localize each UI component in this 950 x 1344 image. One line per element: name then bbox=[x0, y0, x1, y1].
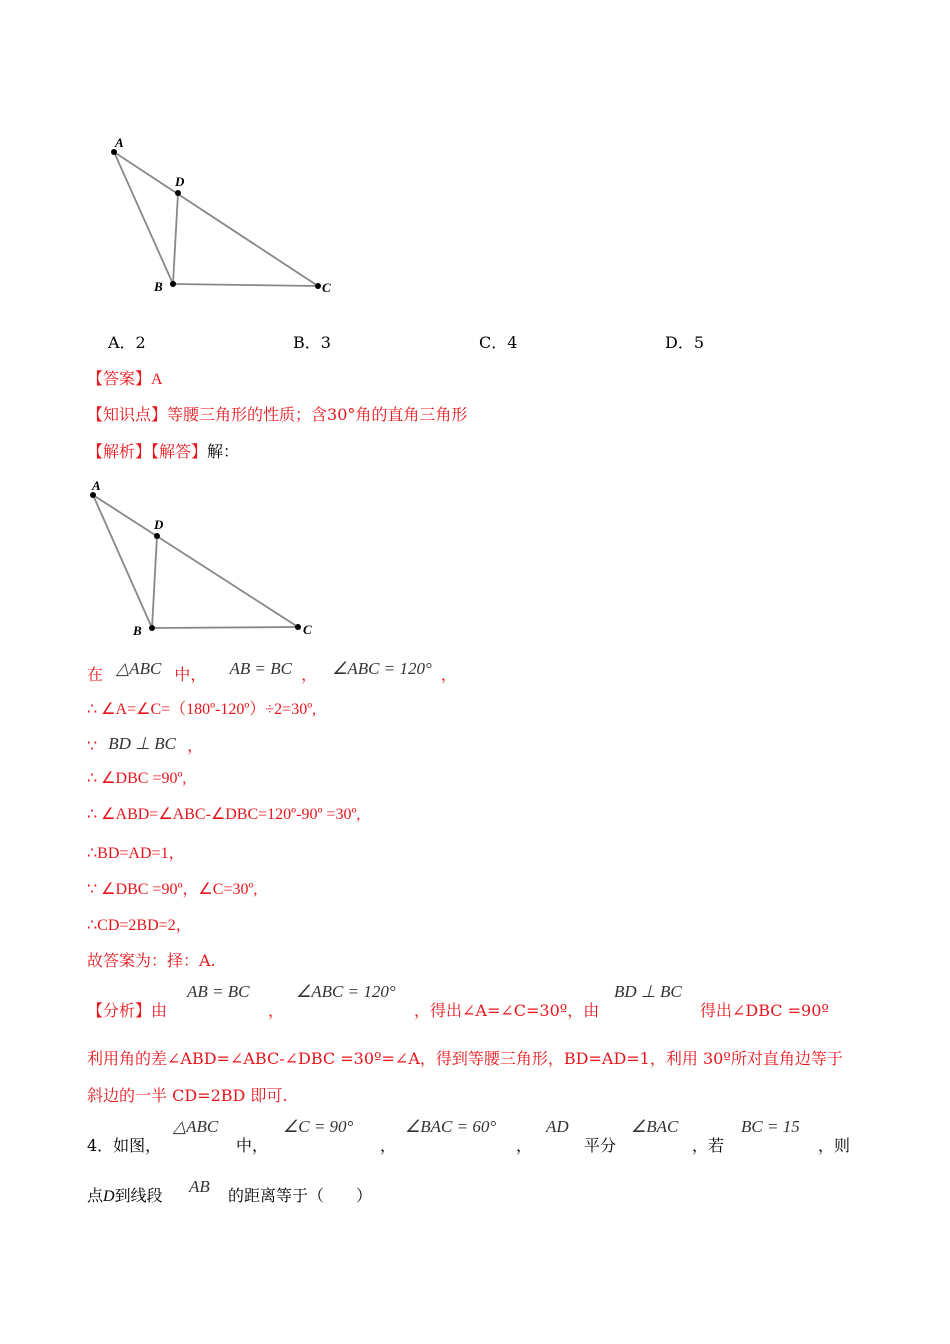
q4-comma2: ， bbox=[516, 1136, 533, 1155]
segment-bd bbox=[173, 193, 178, 284]
q4-zhong: 中， bbox=[236, 1136, 269, 1155]
figure-2-triangle bbox=[80, 475, 325, 645]
fenxi-line-3: 斜边的一半 CD=2BD 即可. bbox=[87, 1086, 288, 1105]
label-b: B bbox=[154, 279, 163, 294]
option-b: B．3 bbox=[293, 333, 331, 352]
label-a: A bbox=[115, 135, 124, 150]
sol1-end: ， bbox=[440, 665, 457, 684]
q4-triangle: △ABC bbox=[173, 1117, 219, 1136]
q4-pingfen: 平分 bbox=[584, 1136, 617, 1155]
fenxi-line-1 bbox=[87, 998, 167, 1021]
option-c: C．4 bbox=[479, 333, 518, 352]
label-c: C bbox=[322, 280, 331, 295]
sol1-pre: 在 bbox=[87, 665, 104, 684]
sol1-eq1: AB = BC bbox=[229, 659, 292, 678]
q4-ad: AD bbox=[546, 1117, 569, 1136]
solve-text: 解： bbox=[207, 442, 240, 461]
solution-line-8: ∴CD=2BD=2， bbox=[87, 917, 192, 934]
q4-bac60: ∠BAC = 60° bbox=[405, 1117, 497, 1136]
sol1-comma: ， bbox=[301, 665, 318, 684]
q4-bac: ∠BAC bbox=[631, 1117, 679, 1136]
q4-num: 4．如图， bbox=[87, 1136, 162, 1155]
sol3-because: ∵ bbox=[87, 736, 98, 755]
label-d: D bbox=[175, 174, 185, 189]
label-c: C bbox=[303, 622, 312, 637]
solution-line-4: ∴ ∠DBC =90º, bbox=[87, 770, 187, 787]
point-d bbox=[154, 533, 160, 539]
fenxi-by: 由 bbox=[151, 1001, 168, 1020]
answer-line bbox=[87, 366, 163, 389]
fenxi-line-2: 利用角的差∠ABD=∠ABC-∠DBC =30º=∠A，得到等腰三角形，BD=AD=1，利用 30º所对直角边等于 bbox=[87, 1049, 843, 1068]
solution-line-1 bbox=[87, 659, 457, 685]
q4-line2-d: D bbox=[103, 1188, 115, 1205]
q4-comma1: ， bbox=[380, 1136, 397, 1155]
fenxi-eq3: BD ⊥ BC bbox=[614, 982, 682, 1001]
fenxi-eq2: ∠ABC = 120° bbox=[296, 982, 396, 1001]
point-c bbox=[315, 283, 321, 289]
sol1-triangle: △ABC bbox=[116, 659, 162, 678]
segment-bc bbox=[173, 284, 318, 286]
answer-value: A bbox=[151, 371, 163, 388]
sol3-end: ， bbox=[187, 736, 204, 755]
point-b bbox=[149, 625, 155, 631]
segment-bc bbox=[152, 627, 298, 628]
q4-ruo: ，若 bbox=[692, 1136, 725, 1155]
solve-tag: 【解答】 bbox=[151, 442, 208, 461]
sol3-expr: BD ⊥ BC bbox=[108, 734, 176, 753]
knowledge-line bbox=[87, 402, 467, 425]
knowledge-tag: 【知识点】 bbox=[87, 405, 168, 424]
q4-line2-ab: AB bbox=[189, 1177, 210, 1196]
analysis-header bbox=[87, 439, 239, 462]
fenxi-comma1: ， bbox=[268, 1001, 285, 1020]
label-a: A bbox=[92, 478, 101, 493]
answer-tag: 【答案】 bbox=[87, 369, 152, 388]
segment-bd bbox=[152, 536, 157, 628]
option-d: D．5 bbox=[665, 333, 705, 352]
q4-line2-pre: 点 bbox=[87, 1186, 104, 1205]
q4-bc15: BC = 15 bbox=[741, 1117, 800, 1136]
q4-c90: ∠C = 90° bbox=[283, 1117, 354, 1136]
segment-ac bbox=[93, 495, 298, 627]
label-b: B bbox=[133, 623, 142, 638]
solution-line-5: ∴ ∠ABD=∠ABC-∠DBC=120º-90º =30º, bbox=[87, 806, 361, 823]
analysis-tag: 【解析】 bbox=[87, 442, 152, 461]
solution-line-3 bbox=[87, 733, 203, 756]
q4-ze: ，则 bbox=[818, 1136, 851, 1155]
label-d: D bbox=[154, 517, 164, 532]
solution-line-7: ∵ ∠DBC =90º，∠C=30º, bbox=[87, 881, 258, 898]
q4-line2-mid: 到线段 bbox=[114, 1186, 163, 1205]
solution-line-9: 故答案为：择：A. bbox=[87, 951, 216, 970]
figure-1-triangle bbox=[100, 130, 345, 300]
solution-line-6: ∴BD=AD=1， bbox=[87, 845, 185, 862]
fenxi-mid: ，得出∠A=∠C=30º，由 bbox=[414, 1001, 600, 1020]
solution-line-2: ∴ ∠A=∠C=（180º-120º）÷2=30º, bbox=[87, 701, 317, 718]
fenxi-tag: 【分析】 bbox=[87, 1001, 152, 1020]
fenxi-end: 得出∠DBC =90º bbox=[700, 1001, 829, 1020]
point-c bbox=[295, 624, 301, 630]
option-a: A．2 bbox=[108, 333, 146, 352]
point-b bbox=[170, 281, 176, 287]
sol1-mid: 中， bbox=[174, 665, 207, 684]
sol1-eq2: ∠ABC = 120° bbox=[332, 659, 432, 678]
q4-line-2 bbox=[87, 1183, 163, 1206]
knowledge-text: 等腰三角形的性质；含30°角的直角三角形 bbox=[167, 405, 468, 424]
q4-line2-end: 的距离等于（ ） bbox=[228, 1186, 373, 1205]
point-d bbox=[175, 190, 181, 196]
fenxi-eq1: AB = BC bbox=[187, 982, 250, 1001]
